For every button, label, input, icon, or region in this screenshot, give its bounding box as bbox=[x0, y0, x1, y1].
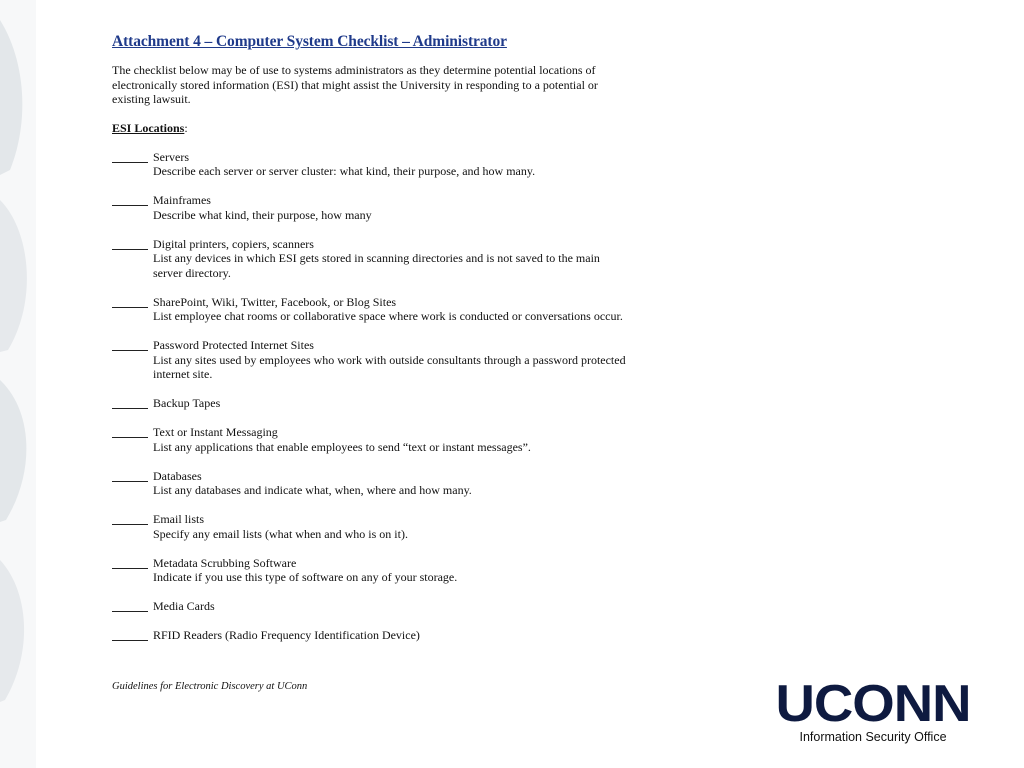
item-text bbox=[153, 150, 632, 179]
section-heading-colon: : bbox=[184, 120, 188, 135]
item-description: List any databases and indicate what, when, where and how many. bbox=[153, 483, 472, 497]
checklist-item bbox=[112, 193, 632, 222]
uconn-logo: UCONN bbox=[775, 675, 971, 733]
item-text bbox=[153, 425, 632, 454]
item-text bbox=[153, 556, 632, 585]
checklist-item bbox=[112, 295, 632, 324]
brand-block bbox=[770, 675, 976, 744]
checklist-item bbox=[112, 150, 632, 179]
item-label: Text or Instant Messaging bbox=[153, 425, 278, 439]
checkbox-blank-line bbox=[112, 193, 148, 206]
item-label: RFID Readers (Radio Frequency Identification Device) bbox=[153, 628, 420, 642]
checkbox-blank-line bbox=[112, 237, 148, 250]
item-description: Specify any email lists (what when and who is on it). bbox=[153, 526, 408, 541]
item-label: Metadata Scrubbing Software bbox=[153, 555, 297, 570]
item-description: List any sites used by employees who work with outside consultants through a password protected internet site. bbox=[153, 352, 626, 381]
item-text bbox=[153, 469, 632, 498]
item-description: Describe each server or server cluster: what kind, their purpose, and how many. bbox=[153, 164, 536, 178]
item-description: List any applications that enable employees to send “text or instant messages”. bbox=[153, 439, 531, 454]
item-text bbox=[153, 512, 632, 541]
item-label: SharePoint, Wiki, Twitter, Facebook, or Blog Sites bbox=[153, 294, 397, 309]
item-text bbox=[153, 396, 632, 411]
checklist-item bbox=[112, 425, 632, 454]
checklist-item bbox=[112, 512, 632, 541]
checkbox-blank-line bbox=[112, 469, 148, 482]
checklist-item bbox=[112, 469, 632, 498]
item-description: Indicate if you use this type of software on any of your storage. bbox=[153, 570, 458, 584]
item-text bbox=[153, 295, 632, 324]
checkbox-blank-line bbox=[112, 295, 148, 308]
checklist-items bbox=[112, 150, 632, 643]
checkbox-blank-line bbox=[112, 599, 148, 612]
intro-paragraph: The checklist below may be of use to systems administrators as they determine potential locations of electronically stored information (ESI) that might assist the University in responding to a potential or existing lawsuit. bbox=[112, 63, 598, 106]
checkbox-blank-line bbox=[112, 338, 148, 351]
checklist-item bbox=[112, 338, 632, 382]
item-text bbox=[153, 599, 632, 614]
item-text bbox=[153, 237, 632, 281]
checklist-item bbox=[112, 628, 632, 643]
item-description: List any devices in which ESI gets stored in scanning directories and is not saved to the main server directory. bbox=[153, 251, 600, 280]
section-heading bbox=[112, 121, 632, 136]
item-label: Email lists bbox=[153, 512, 204, 526]
checkbox-blank-line bbox=[112, 556, 148, 569]
checklist-item bbox=[112, 396, 632, 411]
checkbox-blank-line bbox=[112, 512, 148, 525]
item-label: Password Protected Internet Sites bbox=[153, 338, 314, 352]
footer-note: Guidelines for Electronic Discovery at UConn bbox=[112, 681, 308, 692]
checkbox-blank-line bbox=[112, 425, 148, 438]
item-text bbox=[153, 628, 632, 643]
document-title: Attachment 4 – Computer System Checklist – Administrator bbox=[112, 33, 507, 50]
brand-subtitle: Information Security Office bbox=[799, 730, 947, 744]
item-label: Backup Tapes bbox=[153, 396, 221, 410]
checkbox-blank-line bbox=[112, 150, 148, 163]
item-label: Mainframes bbox=[153, 193, 211, 207]
checkbox-blank-line bbox=[112, 628, 148, 641]
checklist-item bbox=[112, 599, 632, 614]
item-text bbox=[153, 338, 632, 382]
section-heading-label: ESI Locations bbox=[112, 120, 185, 135]
item-description: List employee chat rooms or collaborative space where work is conducted or conversations occur. bbox=[153, 309, 623, 323]
item-label: Servers bbox=[153, 149, 189, 164]
checklist-item bbox=[112, 556, 632, 585]
item-label: Databases bbox=[153, 468, 202, 483]
item-label: Media Cards bbox=[153, 599, 215, 613]
checklist-document bbox=[112, 33, 632, 657]
item-text bbox=[153, 193, 632, 222]
item-description: Describe what kind, their purpose, how many bbox=[153, 207, 372, 222]
item-label: Digital printers, copiers, scanners bbox=[153, 236, 314, 251]
checkbox-blank-line bbox=[112, 396, 148, 409]
checklist-item bbox=[112, 237, 632, 281]
